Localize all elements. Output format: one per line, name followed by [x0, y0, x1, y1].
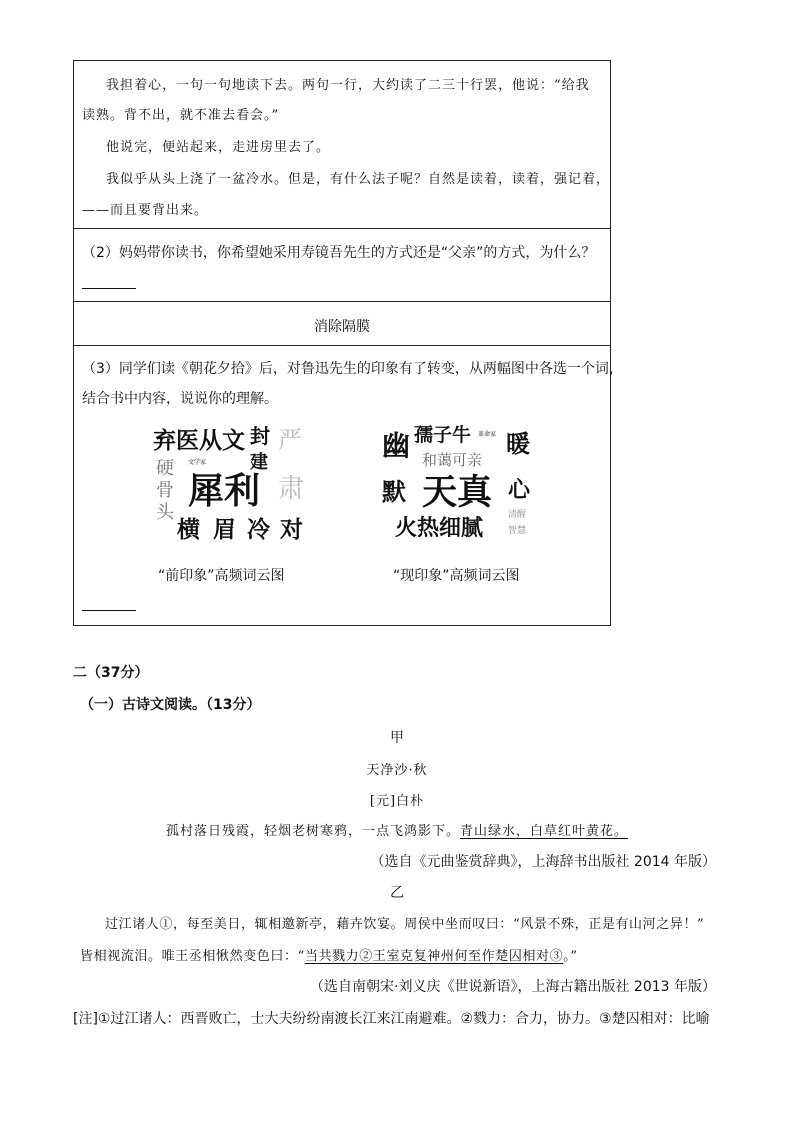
passage-line: 他说完，便站起来，走进房里去了。 — [106, 140, 331, 155]
poem-underlined: 青山绿水，白草红叶黄花。 — [460, 824, 629, 839]
cloud-word: 幽 — [382, 429, 411, 462]
text-label-yi: 乙 — [390, 885, 404, 901]
cloud-word: 封 — [250, 424, 270, 448]
poem-title: 天净沙·秋 — [366, 763, 428, 778]
cloud-word: 清醒 — [508, 510, 527, 520]
question-3-line2: 结合书中内容，说说你的理解。 — [82, 391, 278, 407]
cloud-word: 天真 — [422, 473, 493, 513]
cloud-word: 心 — [508, 478, 531, 503]
cloud-word: 骨 — [156, 480, 174, 501]
word-cloud-after — [380, 420, 540, 550]
cloud-word: 文学家 — [188, 459, 207, 466]
classical-text: 。” — [563, 949, 578, 964]
cloud-word: 革命家 — [478, 431, 497, 438]
classical-text: 皆相视流泪。唯王丞相愀然变色曰：“ — [80, 949, 305, 964]
passage-line: 读熟。背不出，就不准去看会。” — [82, 108, 280, 123]
cloud-word: 孺子牛 — [414, 424, 472, 446]
cloud-word: 和蔼可亲 — [422, 451, 483, 469]
poem-author: [元]白朴 — [369, 794, 425, 809]
cloud-word: 硬 — [156, 458, 174, 479]
cloud-before-caption: “前印象”高频词云图 — [158, 568, 285, 584]
cloud-word: 对 — [280, 517, 303, 543]
answer-blank[interactable] — [82, 288, 136, 289]
classical-text-line — [80, 945, 578, 964]
poem-body — [0, 820, 794, 839]
question-2: （2）妈妈带你读书，你希望她采用寿镜吾先生的方式还是“父亲”的方式，为什么？ — [82, 245, 596, 261]
cloud-word: 建 — [250, 452, 268, 473]
answer-blank[interactable] — [82, 610, 136, 611]
cloud-word: 横 — [177, 517, 200, 543]
section-title: 消除隔膜 — [314, 319, 370, 335]
question-3-line1: （3）同学们读《朝花夕拾》后，对鲁迅先生的印象有了转变，从两幅图中各选一个词， — [82, 361, 623, 377]
word-cloud-before — [150, 420, 310, 550]
passage-line: 我似乎从头上浇了一盆冷水。但是，有什么法子呢？自然是读着，读着，强记着， — [106, 172, 611, 187]
source-note: （选自南朝宋·刘义庆《世说新语》，上海古籍出版社 2013 年版） — [310, 979, 716, 995]
text-label-jia: 甲 — [390, 730, 404, 746]
cloud-word: 严 — [278, 426, 302, 454]
cloud-word: 犀利 — [188, 471, 261, 512]
cloud-word: 智慧 — [508, 526, 527, 536]
table-divider — [73, 301, 611, 302]
annotation-note: [注]①过江诸人：西晋败亡，士大夫纷纷南渡长江来江南避难。②戮力：合力，协力。③楚囚相对：比喻 — [73, 1011, 710, 1027]
classical-underlined: 当共戮力②王室克复神州何至作楚囚相对③ — [304, 949, 564, 964]
cloud-word: 暖 — [506, 430, 530, 458]
passage-line: ——而且要背出来。 — [82, 203, 209, 218]
cloud-word: 肃 — [278, 474, 305, 504]
subsection-heading: （一）古诗文阅读。（13分） — [80, 697, 261, 713]
cloud-word: 眉 — [213, 517, 236, 543]
classical-text-line: 过江诸人①，每至美日，辄相邀新亭，藉卉饮宴。周侯中坐而叹曰：“风景不殊，正是有山河之异！” — [105, 917, 705, 932]
table-divider — [73, 228, 611, 229]
source-note: （选自《元曲鉴赏辞典》，上海辞书出版社 2014 年版） — [370, 854, 716, 870]
poem-text: 孤村落日残霞，轻烟老树寒鸦，一点飞鸿影下。 — [165, 824, 460, 839]
passage-line: 我担着心，一句一句地读下去。两句一行，大约读了二三十行罢，他说：“给我 — [106, 78, 590, 93]
cloud-word: 弃医从文 — [153, 428, 245, 454]
part-heading: 二（37分） — [73, 665, 149, 681]
cloud-word: 火热细腻 — [395, 516, 484, 541]
cloud-word: 默 — [382, 478, 406, 506]
table-divider — [73, 345, 611, 346]
cloud-after-caption: “现印象”高频词云图 — [393, 568, 520, 584]
cloud-word: 冷 — [247, 517, 270, 543]
cloud-word: 头 — [156, 502, 174, 523]
